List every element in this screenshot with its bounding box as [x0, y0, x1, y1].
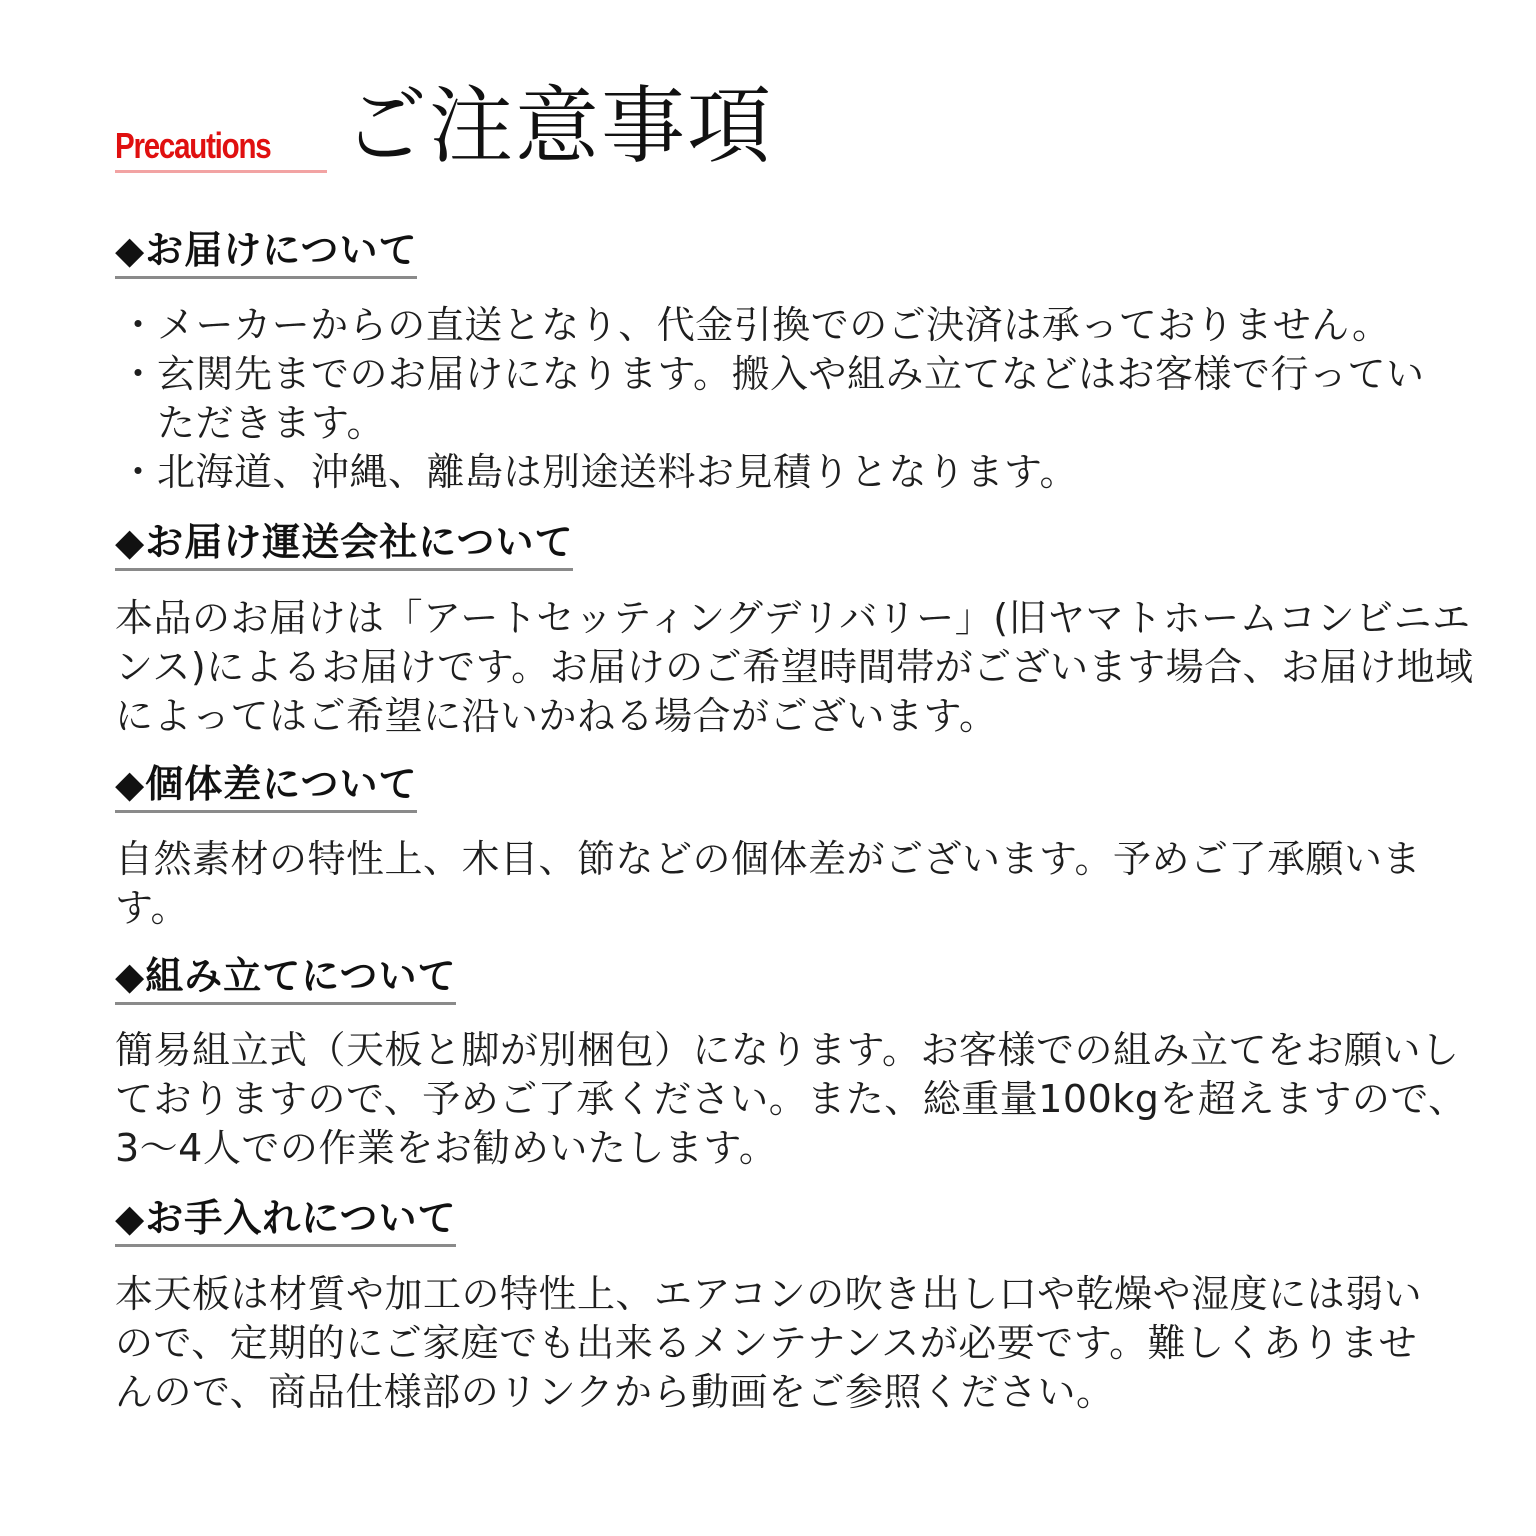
section-body-delivery: [115, 301, 1445, 497]
section-body-assembly: [115, 1026, 1475, 1173]
section-heading-delivery: ◆お届けについて: [115, 228, 417, 279]
header-underline: [115, 170, 327, 173]
section-heading-care: ◆お手入れについて: [115, 1196, 456, 1247]
individual-differences-text: 自然素材の特性上、木目、節などの個体差がございます。予めご了承願います。: [115, 837, 1421, 930]
page-title: ご注意事項: [343, 77, 774, 175]
carrier-text: 本品のお届けは「アートセッティングデリバリー」(旧ヤマトホームコンビニエンス)によるお届けです。お届けのご希望時間帯がございます場合、お届け地域によってはご希望に沿いかねる場合がございます。: [115, 596, 1474, 738]
page-header: [115, 78, 1415, 178]
assembly-text: 簡易組立式（天板と脚が別梱包）になります。お客様での組み立てをお願いしておりますので、予めご了承ください。また、総重量100kgを超えますので、3〜4人での作業をお勧めいたします。: [115, 1028, 1467, 1170]
care-text: 本天板は材質や加工の特性上、エアコンの吹き出し口や乾燥や湿度には弱いので、定期的にご家庭でも出来るメンテナンスが必要です。難しくありませんので、商品仕様部のリンクから動画をご参照ください。: [115, 1272, 1423, 1414]
section-body-care: [115, 1270, 1445, 1417]
list-item: ・ 北海道、沖縄、離島は別途送料お見積りとなります。: [115, 448, 1445, 497]
section-heading-individual-differences: ◆個体差について: [115, 762, 417, 813]
list-item: ・ 玄関先までのお届けになります。搬入や組み立てなどはお客様で行っていただきます。: [115, 350, 1445, 448]
delivery-bullet-list: [115, 301, 1445, 497]
list-item: ・ メーカーからの直送となり、代金引換でのご決済は承っておりません。: [115, 301, 1445, 350]
section-body-carrier: [115, 594, 1475, 741]
section-heading-assembly: ◆組み立てについて: [115, 954, 456, 1005]
header-en-title: Precautions: [115, 125, 271, 166]
section-heading-carrier: ◆お届け運送会社について: [115, 520, 573, 571]
section-body-individual-differences: [115, 835, 1445, 933]
